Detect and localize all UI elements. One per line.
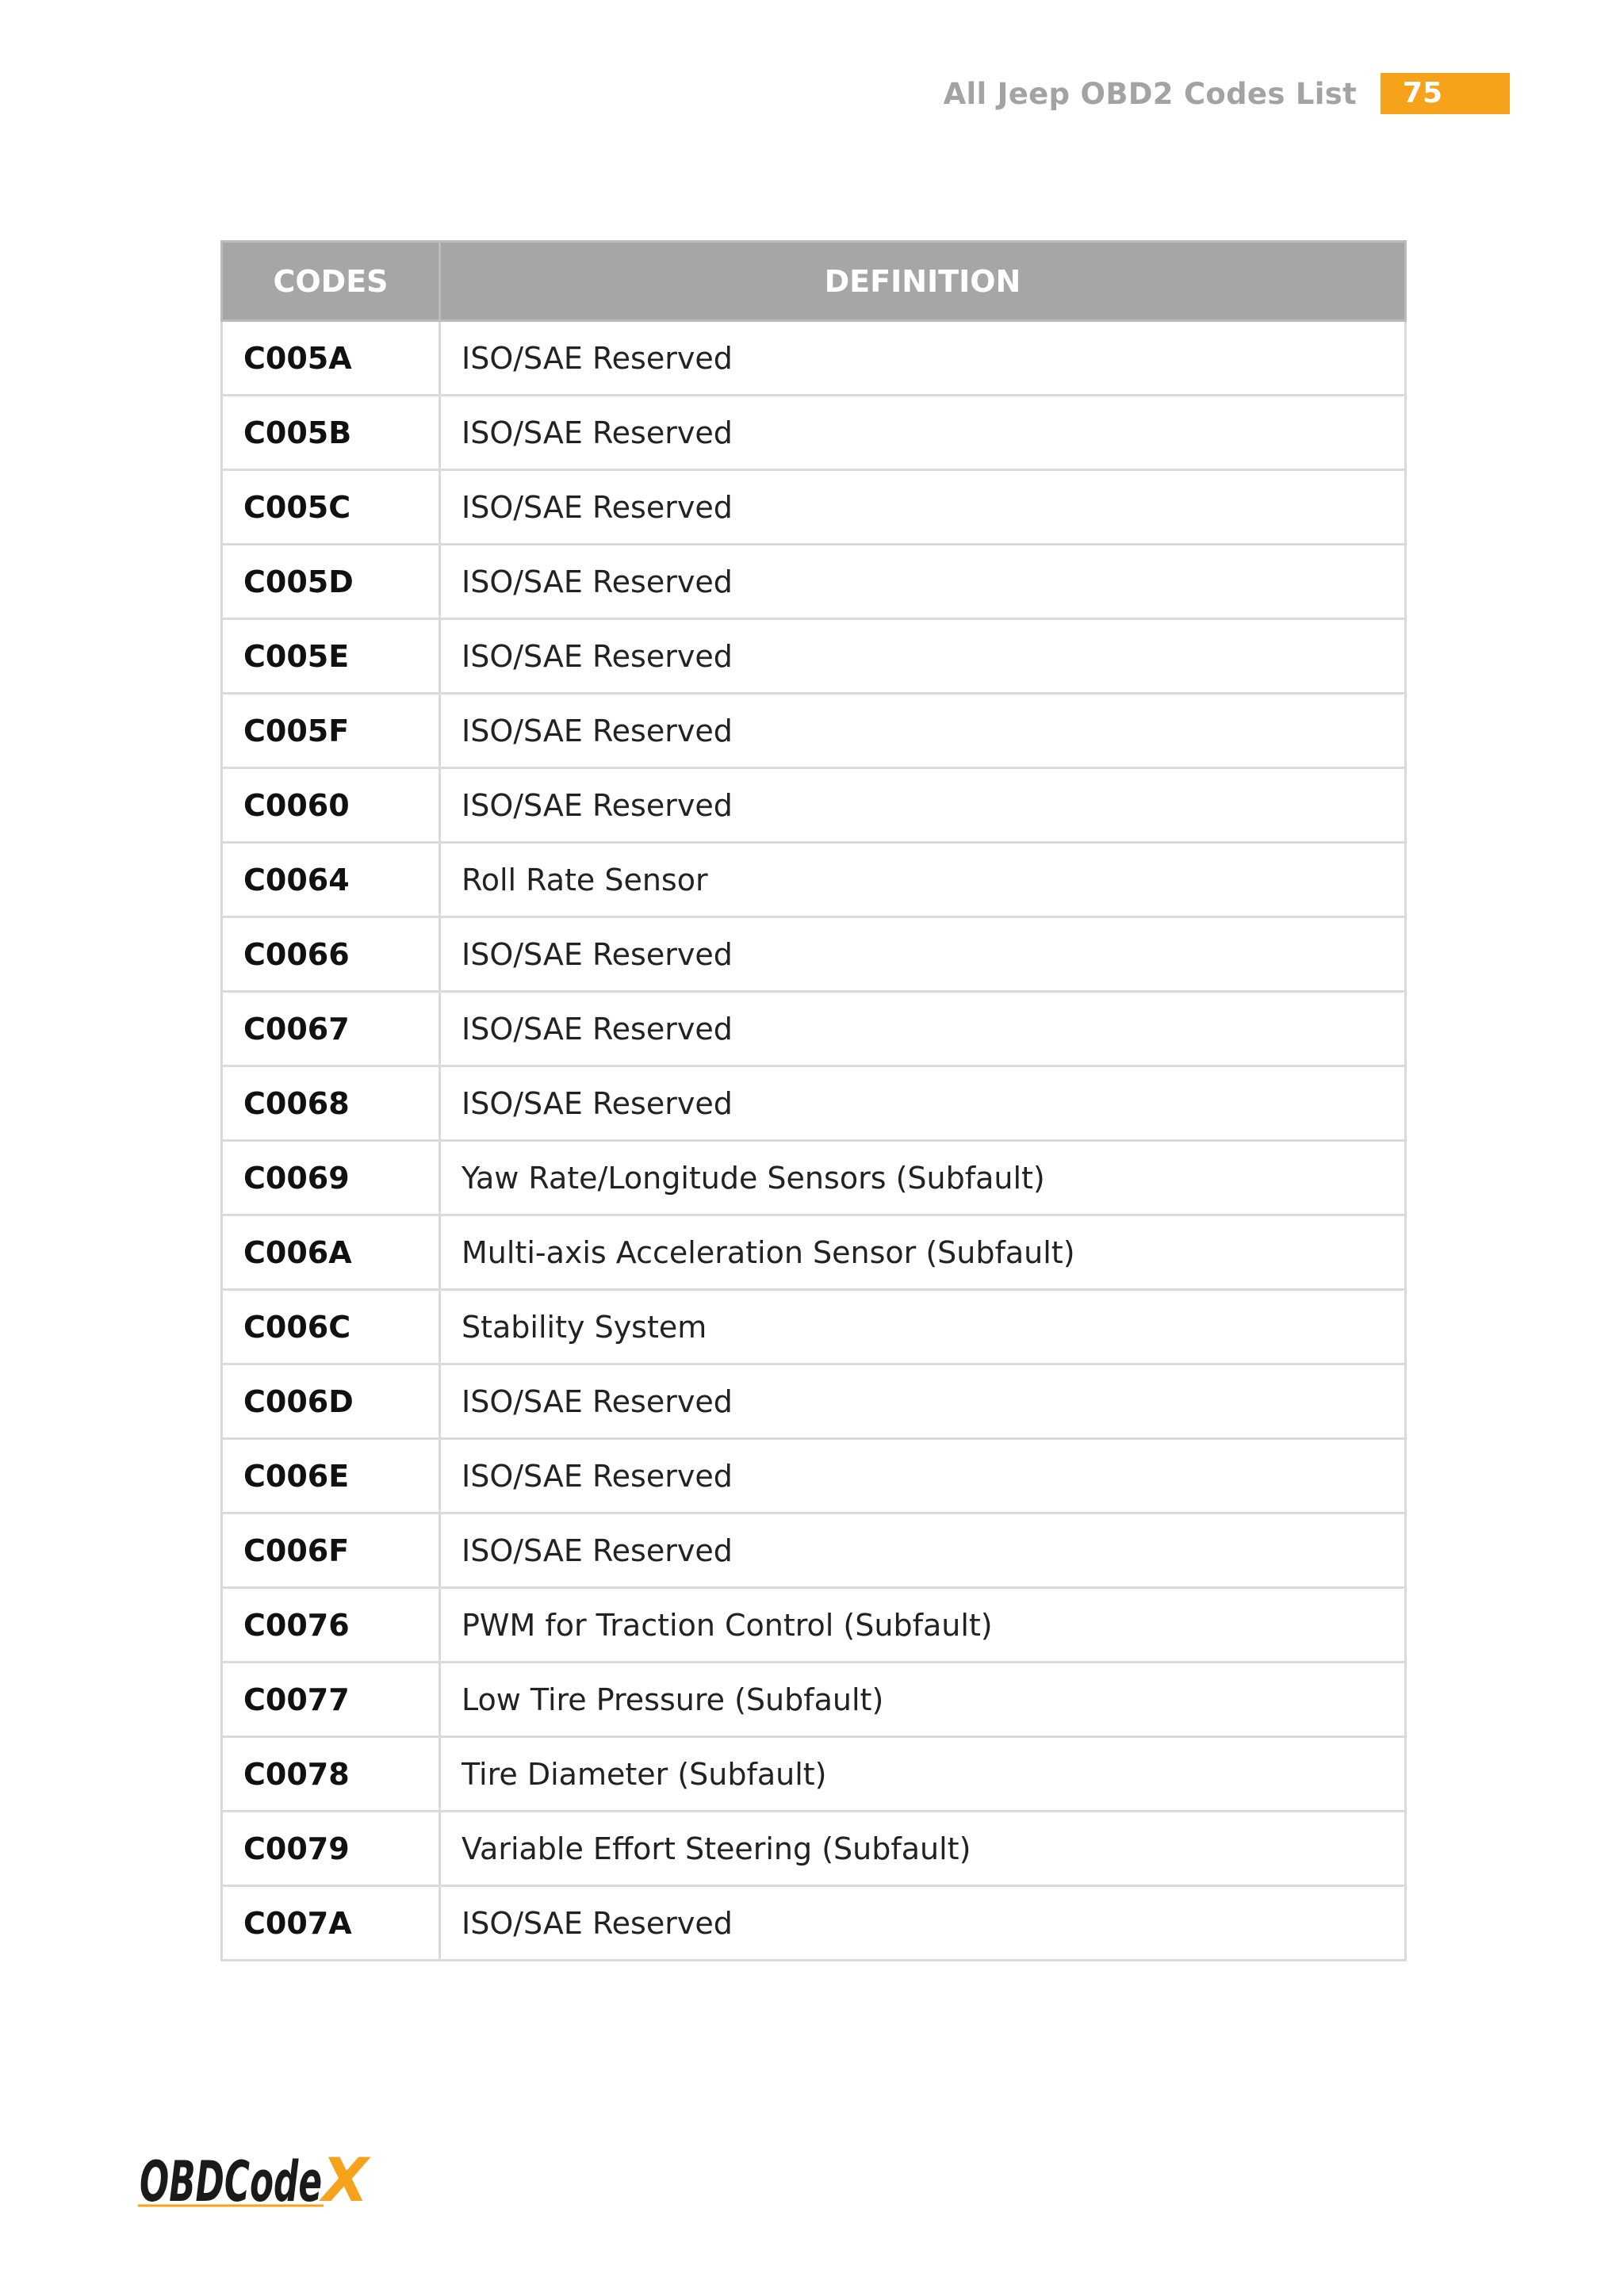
table-row (222, 992, 1406, 1066)
definition-cell: Tire Diameter (Subfault) (440, 1737, 1406, 1812)
table-row (222, 1663, 1406, 1737)
table-row (222, 768, 1406, 843)
definition-cell: ISO/SAE Reserved (440, 1886, 1406, 1961)
definition-cell: ISO/SAE Reserved (440, 768, 1406, 843)
code-cell: C005A (222, 321, 440, 396)
code-cell: C0067 (222, 992, 440, 1066)
table-header-row (222, 242, 1406, 321)
code-cell: C0066 (222, 917, 440, 992)
page-header (944, 73, 1510, 114)
table-row (222, 694, 1406, 768)
column-header-codes: CODES (222, 242, 440, 321)
code-cell: C006E (222, 1439, 440, 1513)
column-header-definition: DEFINITION (440, 242, 1406, 321)
obdcodex-logo (136, 2150, 374, 2218)
definition-cell: Low Tire Pressure (Subfault) (440, 1663, 1406, 1737)
definition-cell: ISO/SAE Reserved (440, 1439, 1406, 1513)
page-number-badge: 75 (1381, 73, 1510, 114)
code-cell: C006C (222, 1290, 440, 1364)
logo-graphic (136, 2150, 374, 2214)
definition-cell: ISO/SAE Reserved (440, 396, 1406, 470)
definition-cell: ISO/SAE Reserved (440, 992, 1406, 1066)
code-cell: C006F (222, 1513, 440, 1588)
table-row (222, 321, 1406, 396)
definition-cell: Multi-axis Acceleration Sensor (Subfault) (440, 1215, 1406, 1290)
code-cell: C005B (222, 396, 440, 470)
table-row (222, 843, 1406, 917)
table-row (222, 1364, 1406, 1439)
document-title: All Jeep OBD2 Codes List (943, 76, 1357, 111)
code-cell: C0064 (222, 843, 440, 917)
table-row (222, 1066, 1406, 1141)
table-row (222, 917, 1406, 992)
logo-accent-text: X (322, 2150, 369, 2214)
table-row (222, 619, 1406, 694)
table-row (222, 1439, 1406, 1513)
definition-cell: ISO/SAE Reserved (440, 470, 1406, 545)
code-cell: C005C (222, 470, 440, 545)
definition-cell: Variable Effort Steering (Subfault) (440, 1812, 1406, 1886)
codes-table (220, 240, 1407, 1961)
table-row (222, 470, 1406, 545)
code-cell: C0069 (222, 1141, 440, 1215)
logo-main-text: OBDCode (140, 2150, 322, 2214)
table-row (222, 396, 1406, 470)
definition-cell: ISO/SAE Reserved (440, 1364, 1406, 1439)
code-cell: C005D (222, 545, 440, 619)
table-row (222, 1886, 1406, 1961)
definition-cell: Yaw Rate/Longitude Sensors (Subfault) (440, 1141, 1406, 1215)
definition-cell: ISO/SAE Reserved (440, 619, 1406, 694)
code-cell: C0078 (222, 1737, 440, 1812)
table-row (222, 1290, 1406, 1364)
table-row (222, 1215, 1406, 1290)
code-cell: C0076 (222, 1588, 440, 1663)
definition-cell: ISO/SAE Reserved (440, 545, 1406, 619)
definition-cell: ISO/SAE Reserved (440, 917, 1406, 992)
definition-cell: Stability System (440, 1290, 1406, 1364)
code-cell: C0068 (222, 1066, 440, 1141)
definition-cell: PWM for Traction Control (Subfault) (440, 1588, 1406, 1663)
code-cell: C006D (222, 1364, 440, 1439)
definition-cell: ISO/SAE Reserved (440, 1066, 1406, 1141)
definition-cell: Roll Rate Sensor (440, 843, 1406, 917)
definition-cell: ISO/SAE Reserved (440, 694, 1406, 768)
definition-cell: ISO/SAE Reserved (440, 321, 1406, 396)
code-cell: C0060 (222, 768, 440, 843)
code-cell: C007A (222, 1886, 440, 1961)
code-cell: C006A (222, 1215, 440, 1290)
table-row (222, 1141, 1406, 1215)
table-body (222, 321, 1406, 1961)
code-cell: C0077 (222, 1663, 440, 1737)
table-row (222, 545, 1406, 619)
table-row (222, 1812, 1406, 1886)
code-cell: C005F (222, 694, 440, 768)
code-cell: C005E (222, 619, 440, 694)
table-row (222, 1588, 1406, 1663)
table-row (222, 1513, 1406, 1588)
definition-cell: ISO/SAE Reserved (440, 1513, 1406, 1588)
code-cell: C0079 (222, 1812, 440, 1886)
table-row (222, 1737, 1406, 1812)
